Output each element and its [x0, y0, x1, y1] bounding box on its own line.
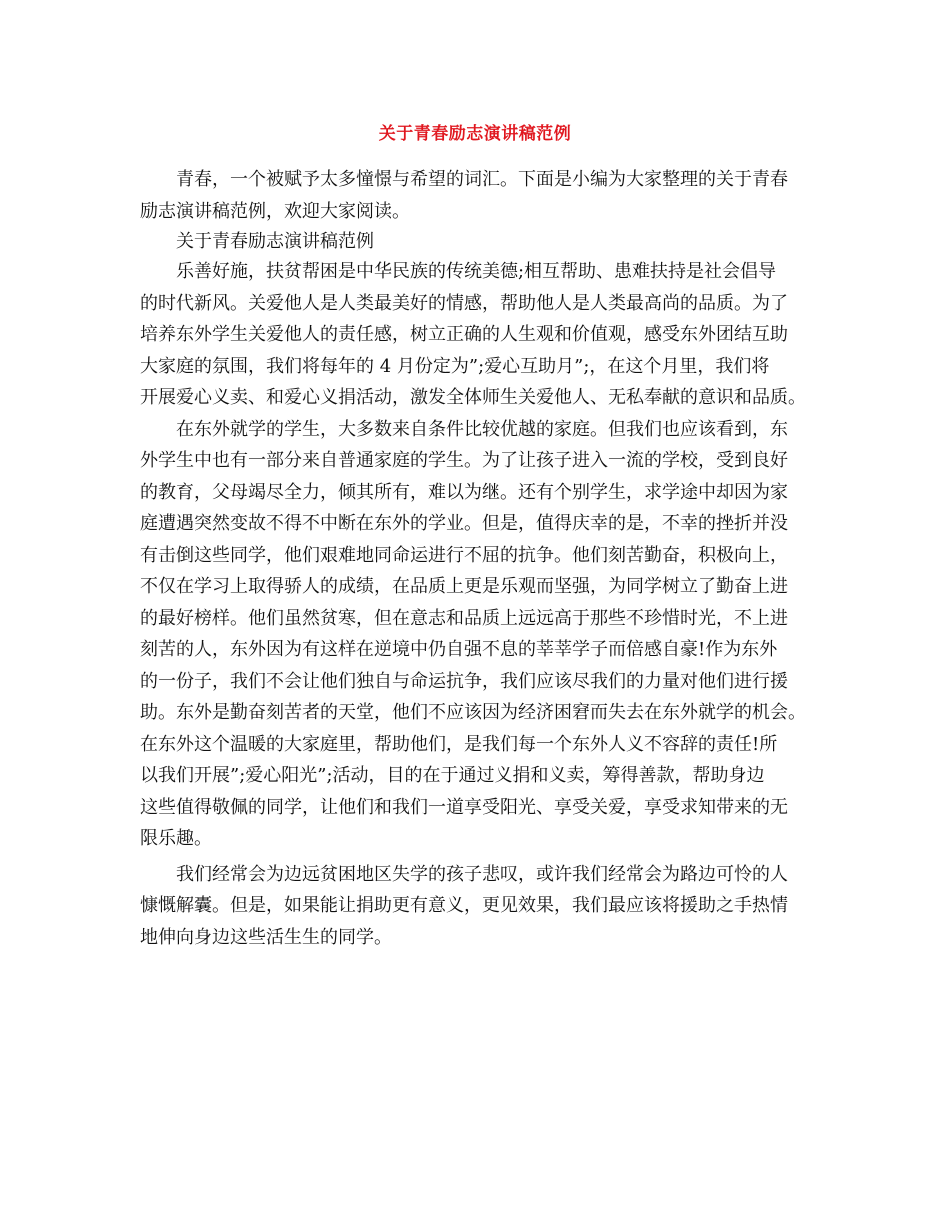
- text-line: 乐善好施，扶贫帮困是中华民族的传统美德;相互帮助、患难扶持是社会倡导: [176, 261, 777, 282]
- text-line: 有击倒这些同学，他们艰难地同命运进行不屈的抗争。他们刻苦勤奋，积极向上，: [140, 544, 788, 566]
- paragraph-intro: [140, 164, 822, 227]
- paragraph-1: [140, 256, 822, 414]
- paragraph-2: [140, 414, 822, 855]
- text-line: 助。东外是勤奋刻苦者的天堂，他们不应该因为经济困窘而失去在东外就学的机会。: [140, 702, 806, 723]
- paragraph-3: [140, 859, 822, 954]
- text-line: 这些值得敬佩的同学，让他们和我们一道享受阳光、享受关爱，享受求知带来的无: [140, 796, 788, 818]
- text-line: 地伸向身边这些活生生的同学。: [140, 926, 392, 948]
- text-line: 限乐趣。: [140, 828, 212, 849]
- text-line: 的最好榜样。他们虽然贫寒，但在意志和品质上远远高于那些不珍惜时光，不上进: [140, 607, 788, 629]
- subheading-text: 关于青春励志演讲稿范例: [176, 231, 374, 252]
- text-line: 开展爱心义卖、和爱心义捐活动，激发全体师生关爱他人、无私奉献的意识和品质。: [140, 387, 806, 408]
- text-line: 庭遭遇突然变故不得不中断在东外的学业。但是，值得庆幸的是，不幸的挫折并没: [140, 513, 788, 534]
- text-line: 外学生中也有一部分来自普通家庭的学生。为了让孩子进入一流的学校，受到良好: [140, 450, 788, 471]
- text-line: 不仅在学习上取得骄人的成绩，在品质上更是乐观而坚强，为同学树立了勤奋上进: [140, 576, 788, 597]
- text-line: 的时代新风。关爱他人是人类最美好的情感，帮助他人是人类最高尚的品质。为了: [140, 292, 788, 314]
- text-line: 在东外就学的学生，大多数来自条件比较优越的家庭。但我们也应该看到，东: [176, 418, 788, 440]
- text-line: 培养东外学生关爱他人的责任感，树立正确的人生观和价值观，感受东外团结互助: [140, 324, 788, 345]
- document-title: 关于青春励志演讲稿范例: [378, 124, 572, 144]
- text-line: 在东外这个温暖的大家庭里，帮助他们，是我们每一个东外人义不容辞的责任!所: [140, 733, 778, 755]
- text-line: 的一份子，我们不会让他们独自与命运抗争，我们应该尽我们的力量对他们进行援: [140, 670, 788, 692]
- text-line: 大家庭的氛围，我们将每年的 4 月份定为”;爱心互助月”;，在这个月里，我们将: [140, 355, 770, 377]
- text-line: 励志演讲稿范例，欢迎大家阅读。: [140, 200, 410, 222]
- paragraph-subheading: [140, 227, 822, 256]
- text-line: 刻苦的人，东外因为有这样在逆境中仍自强不息的莘莘学子而倍感自豪!作为东外: [140, 639, 778, 660]
- text-line: 慷慨解囊。但是，如果能让捐助更有意义，更见效果，我们最应该将援助之手热情: [140, 895, 788, 916]
- text-line: 青春，一个被赋予太多憧憬与希望的词汇。下面是小编为大家整理的关于青春: [176, 169, 788, 190]
- text-line: 的教育，父母竭尽全力，倾其所有，难以为继。还有个别学生，求学途中却因为家: [140, 481, 788, 503]
- text-line: 以我们开展”;爱心阳光”;活动，目的在于通过义捐和义卖，筹得善款，帮助身边: [140, 765, 765, 786]
- document-body: [140, 164, 822, 953]
- text-line: 我们经常会为边远贫困地区失学的孩子悲叹，或许我们经常会为路边可怜的人: [176, 863, 788, 885]
